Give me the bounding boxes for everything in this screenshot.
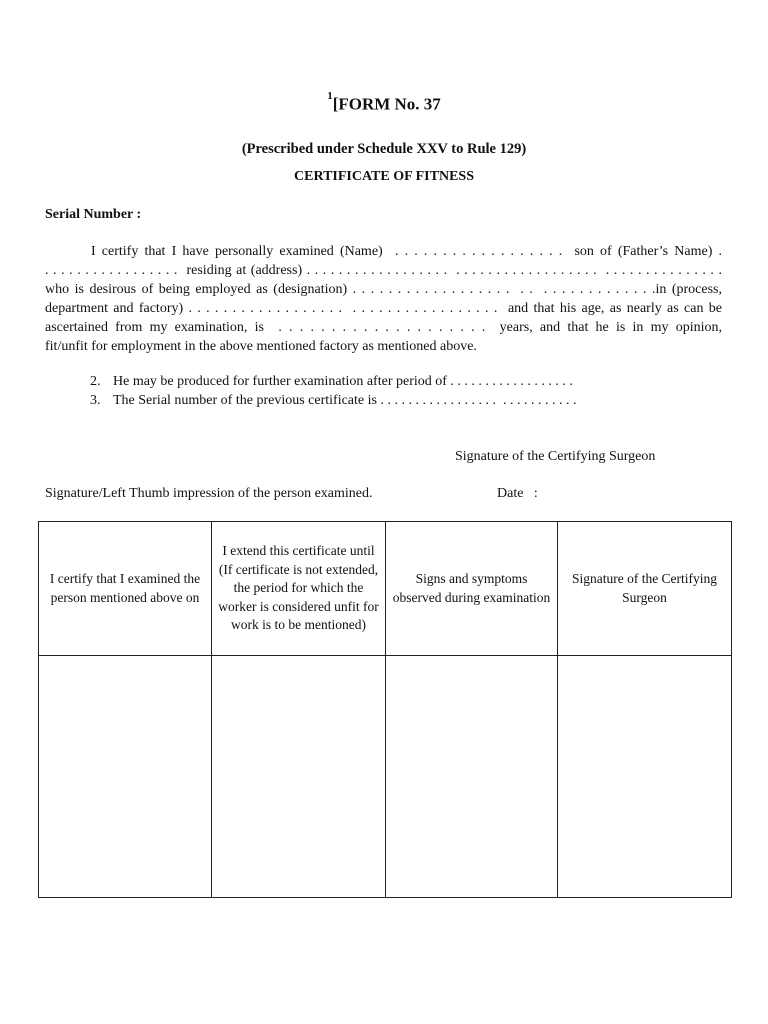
surgeon-signature-label: Signature of the Certifying Surgeon — [455, 449, 656, 464]
table-row — [39, 656, 732, 898]
list-item — [90, 374, 573, 390]
table-header-cell: I extend this certificate until (If certificate is not extended, the period for which the worker is considered unfit for work is to be mentioned) — [212, 522, 386, 656]
list-item-text: The Serial number of the previous certificate is . . . . . . . . . . . . . . . . . . . . . . . . . . . . — [113, 393, 577, 408]
list-item-number: 2. — [90, 374, 101, 389]
table-cell[interactable] — [558, 656, 732, 898]
table-cell[interactable] — [212, 656, 386, 898]
certify-line: ascertained from my examination, is . . . . . . . . . . . . . . . . . . . . years, and that he is in my opinion, — [45, 320, 722, 335]
serial-number-label: Serial Number : — [45, 207, 142, 222]
certificate-heading: CERTIFICATE OF FITNESS — [294, 169, 474, 184]
certificate-table — [38, 521, 732, 898]
table-cell[interactable] — [39, 656, 212, 898]
form-subtitle: (Prescribed under Schedule XXV to Rule 129) — [241, 141, 527, 157]
table-cell[interactable] — [386, 656, 558, 898]
certify-line: department and factory) . . . . . . . . . . . . . . . . . . . . . . . . . . . . . . . . . . . and that his age, as nearly as can be — [45, 301, 722, 316]
footnote-mark: 1 — [327, 90, 333, 102]
form-title — [0, 90, 768, 115]
certify-line: who is desirous of being employed as (designation) . . . . . . . . . . . . . . . . . . . . . . . . . . . . . . . . .in (process, — [45, 282, 722, 297]
list-item — [90, 393, 576, 409]
table-header-row — [39, 522, 732, 656]
table-header-cell: Signs and symptoms observed during examination — [386, 522, 558, 656]
certification-paragraph — [45, 242, 722, 356]
certify-line: . . . . . . . . . . . . . . . . . residing at (address) . . . . . . . . . . . . . . . . . . . . . . . . . . . . . . . . . . . . . . . . . . . . . . . . . . . — [45, 263, 722, 278]
certify-line: fit/unfit for employment in the above mentioned factory as mentioned above. — [45, 339, 477, 354]
list-item-number: 3. — [90, 393, 101, 408]
certify-line: I certify that I have personally examined (Name) . . . . . . . . . . . . . . . . . . son of (Father’s Name) . — [91, 244, 722, 259]
table-header-cell: Signature of the Certifying Surgeon — [558, 522, 732, 656]
form-title-text: [FORM No. 37 — [332, 94, 441, 114]
person-signature-label: Signature/Left Thumb impression of the person examined. — [45, 486, 373, 501]
list-item-text: He may be produced for further examination after period of . . . . . . . . . . . . . . . . . . — [113, 374, 573, 389]
date-label: Date : — [497, 486, 538, 501]
table-header-cell: I certify that I examined the person mentioned above on — [39, 522, 212, 656]
